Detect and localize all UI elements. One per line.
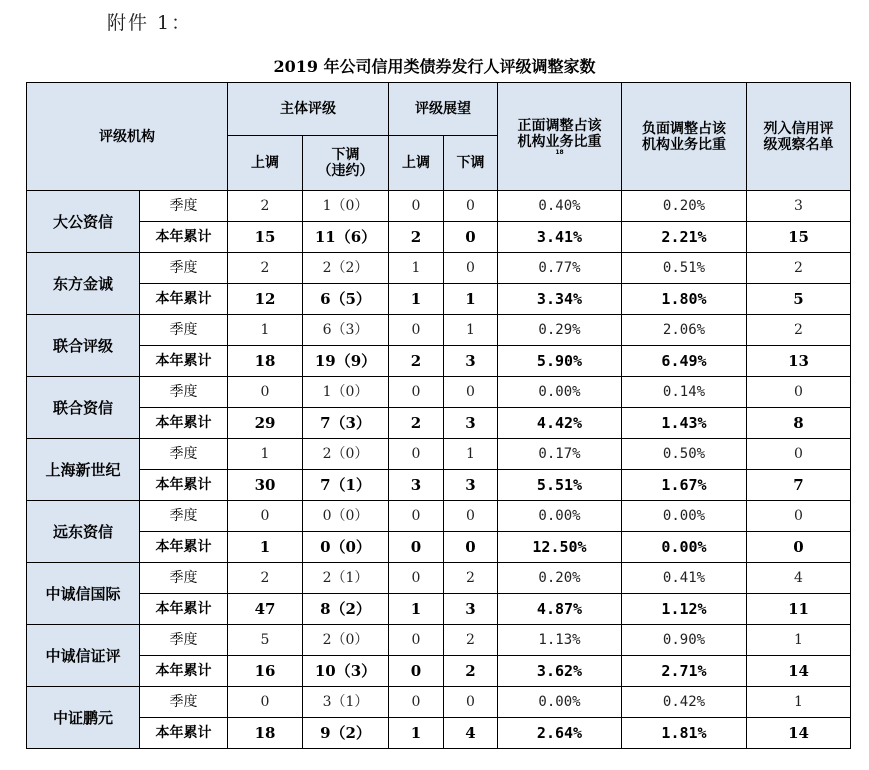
cell-negative-ratio: 1.81% <box>622 718 747 749</box>
cell-outlook-down: 3 <box>444 594 498 625</box>
row-label-cumulative: 本年累计 <box>140 222 228 253</box>
cell-subject-up: 30 <box>228 470 303 501</box>
cell-outlook-down: 0 <box>444 501 498 532</box>
attachment-label: 附件 1： <box>107 12 193 34</box>
cell-subject-down: 2（0） <box>303 439 389 470</box>
cell-negative-ratio: 2.21% <box>622 222 747 253</box>
agency-name: 联合评级 <box>27 315 140 377</box>
cell-subject-up: 15 <box>228 222 303 253</box>
cell-outlook-down: 0 <box>444 532 498 563</box>
cell-positive-ratio: 1.13% <box>498 625 622 656</box>
agency-name: 中诚信国际 <box>27 563 140 625</box>
table-row <box>27 408 851 439</box>
cell-watch-count: 2 <box>747 253 851 284</box>
cell-watch-count: 5 <box>747 284 851 315</box>
row-label-cumulative: 本年累计 <box>140 594 228 625</box>
cell-outlook-down: 1 <box>444 315 498 346</box>
cell-subject-down: 9（2） <box>303 718 389 749</box>
agency-name: 上海新世纪 <box>27 439 140 501</box>
cell-positive-ratio: 0.00% <box>498 687 622 718</box>
cell-subject-down: 8（2） <box>303 594 389 625</box>
cell-watch-count: 14 <box>747 656 851 687</box>
cell-negative-ratio: 1.43% <box>622 408 747 439</box>
cell-subject-down: 6（3） <box>303 315 389 346</box>
agency-name: 中诚信证评 <box>27 625 140 687</box>
cell-outlook-up: 1 <box>389 718 444 749</box>
cell-subject-down: 6（5） <box>303 284 389 315</box>
cell-subject-up: 0 <box>228 377 303 408</box>
table-row <box>27 191 851 222</box>
table-row <box>27 315 851 346</box>
cell-positive-ratio: 3.41% <box>498 222 622 253</box>
cell-outlook-up: 1 <box>389 253 444 284</box>
cell-watch-count: 1 <box>747 687 851 718</box>
header-negative-ratio <box>622 83 747 191</box>
cell-subject-up: 47 <box>228 594 303 625</box>
row-label-cumulative: 本年累计 <box>140 718 228 749</box>
cell-negative-ratio: 1.80% <box>622 284 747 315</box>
cell-negative-ratio: 6.49% <box>622 346 747 377</box>
cell-subject-down: 7（1） <box>303 470 389 501</box>
cell-subject-down: 10（3） <box>303 656 389 687</box>
cell-negative-ratio: 1.12% <box>622 594 747 625</box>
cell-subject-down: 2（0） <box>303 625 389 656</box>
table-row <box>27 718 851 749</box>
cell-positive-ratio: 2.64% <box>498 718 622 749</box>
cell-outlook-up: 0 <box>389 563 444 594</box>
cell-subject-down: 2（2） <box>303 253 389 284</box>
row-label-quarter: 季度 <box>140 377 228 408</box>
row-label-quarter: 季度 <box>140 191 228 222</box>
cell-negative-ratio: 0.00% <box>622 532 747 563</box>
footnote-marker: 18 <box>555 148 564 156</box>
cell-outlook-down: 2 <box>444 625 498 656</box>
table-title: 2019 年公司信用类债券发行人评级调整家数 <box>273 57 596 76</box>
cell-watch-count: 0 <box>747 501 851 532</box>
cell-outlook-up: 2 <box>389 408 444 439</box>
cell-outlook-down: 1 <box>444 284 498 315</box>
agency-name: 中证鹏元 <box>27 687 140 749</box>
cell-subject-up: 1 <box>228 315 303 346</box>
row-label-quarter: 季度 <box>140 563 228 594</box>
header-watch-list <box>747 83 851 191</box>
row-label-cumulative: 本年累计 <box>140 408 228 439</box>
cell-watch-count: 1 <box>747 625 851 656</box>
cell-negative-ratio: 0.90% <box>622 625 747 656</box>
cell-positive-ratio: 5.90% <box>498 346 622 377</box>
cell-outlook-up: 2 <box>389 346 444 377</box>
cell-positive-ratio: 3.62% <box>498 656 622 687</box>
header-positive-ratio <box>498 83 622 191</box>
cell-outlook-up: 0 <box>389 687 444 718</box>
header-row-1 <box>27 83 851 136</box>
cell-outlook-down: 1 <box>444 439 498 470</box>
header-outlook-down: 下调 <box>444 136 498 191</box>
cell-outlook-up: 3 <box>389 470 444 501</box>
cell-subject-up: 0 <box>228 687 303 718</box>
table-row <box>27 346 851 377</box>
cell-outlook-down: 0 <box>444 191 498 222</box>
row-label-cumulative: 本年累计 <box>140 284 228 315</box>
cell-outlook-down: 3 <box>444 470 498 501</box>
row-label-cumulative: 本年累计 <box>140 470 228 501</box>
cell-positive-ratio: 4.42% <box>498 408 622 439</box>
cell-watch-count: 3 <box>747 191 851 222</box>
cell-outlook-down: 0 <box>444 222 498 253</box>
row-label-quarter: 季度 <box>140 687 228 718</box>
cell-negative-ratio: 1.67% <box>622 470 747 501</box>
row-label-quarter: 季度 <box>140 625 228 656</box>
table-row <box>27 594 851 625</box>
cell-outlook-down: 0 <box>444 253 498 284</box>
header-subject-rating: 主体评级 <box>228 83 389 136</box>
table-row <box>27 222 851 253</box>
header-down-label: 下调 <box>331 147 360 163</box>
cell-subject-up: 1 <box>228 439 303 470</box>
cell-positive-ratio: 0.00% <box>498 501 622 532</box>
cell-watch-count: 11 <box>747 594 851 625</box>
cell-watch-count: 7 <box>747 470 851 501</box>
agency-name: 大公资信 <box>27 191 140 253</box>
row-label-quarter: 季度 <box>140 253 228 284</box>
cell-outlook-up: 1 <box>389 594 444 625</box>
cell-subject-down: 11（6） <box>303 222 389 253</box>
cell-outlook-down: 2 <box>444 563 498 594</box>
cell-subject-down: 0（0） <box>303 501 389 532</box>
cell-negative-ratio: 0.20% <box>622 191 747 222</box>
table-row <box>27 532 851 563</box>
cell-positive-ratio: 0.40% <box>498 191 622 222</box>
row-label-cumulative: 本年累计 <box>140 346 228 377</box>
table-row <box>27 470 851 501</box>
table-row <box>27 687 851 718</box>
agency-name: 东方金诚 <box>27 253 140 315</box>
cell-subject-up: 2 <box>228 191 303 222</box>
rating-adjustment-table <box>26 82 851 749</box>
table-row <box>27 625 851 656</box>
cell-watch-count: 0 <box>747 439 851 470</box>
cell-subject-up: 5 <box>228 625 303 656</box>
cell-subject-up: 18 <box>228 346 303 377</box>
cell-negative-ratio: 2.06% <box>622 315 747 346</box>
header-agency: 评级机构 <box>27 83 228 191</box>
cell-positive-ratio: 3.34% <box>498 284 622 315</box>
agency-name: 联合资信 <box>27 377 140 439</box>
cell-outlook-up: 0 <box>389 191 444 222</box>
cell-positive-ratio: 12.50% <box>498 532 622 563</box>
cell-subject-up: 12 <box>228 284 303 315</box>
cell-positive-ratio: 0.29% <box>498 315 622 346</box>
cell-positive-ratio: 4.87% <box>498 594 622 625</box>
row-label-quarter: 季度 <box>140 315 228 346</box>
table-row <box>27 377 851 408</box>
header-outlook-up: 上调 <box>389 136 444 191</box>
cell-subject-up: 2 <box>228 563 303 594</box>
cell-negative-ratio: 0.42% <box>622 687 747 718</box>
cell-positive-ratio: 5.51% <box>498 470 622 501</box>
header-watch-line2: 级观察名单 <box>763 136 834 153</box>
table-row <box>27 284 851 315</box>
header-outlook: 评级展望 <box>389 83 498 136</box>
cell-positive-ratio: 0.00% <box>498 377 622 408</box>
cell-outlook-down: 3 <box>444 346 498 377</box>
cell-subject-down: 7（3） <box>303 408 389 439</box>
cell-outlook-down: 0 <box>444 687 498 718</box>
cell-negative-ratio: 0.50% <box>622 439 747 470</box>
header-watch-line1: 列入信用评 <box>763 120 834 137</box>
table-row <box>27 439 851 470</box>
cell-positive-ratio: 0.20% <box>498 563 622 594</box>
cell-subject-up: 16 <box>228 656 303 687</box>
row-label-quarter: 季度 <box>140 501 228 532</box>
header-subject-down <box>303 136 389 191</box>
cell-outlook-down: 0 <box>444 377 498 408</box>
row-label-cumulative: 本年累计 <box>140 656 228 687</box>
cell-subject-up: 29 <box>228 408 303 439</box>
header-subject-up: 上调 <box>228 136 303 191</box>
cell-subject-up: 1 <box>228 532 303 563</box>
cell-outlook-up: 1 <box>389 284 444 315</box>
cell-negative-ratio: 2.71% <box>622 656 747 687</box>
cell-watch-count: 15 <box>747 222 851 253</box>
table-row <box>27 501 851 532</box>
cell-watch-count: 0 <box>747 532 851 563</box>
row-label-cumulative: 本年累计 <box>140 532 228 563</box>
cell-watch-count: 2 <box>747 315 851 346</box>
cell-subject-down: 19（9） <box>303 346 389 377</box>
cell-outlook-up: 2 <box>389 222 444 253</box>
table-row <box>27 563 851 594</box>
cell-subject-down: 0（0） <box>303 532 389 563</box>
cell-outlook-up: 0 <box>389 377 444 408</box>
cell-outlook-up: 0 <box>389 439 444 470</box>
header-negative-line1: 负面调整占该 <box>642 120 726 137</box>
agency-name: 远东资信 <box>27 501 140 563</box>
cell-watch-count: 4 <box>747 563 851 594</box>
header-negative-line2: 机构业务比重 <box>642 136 726 153</box>
cell-subject-down: 1（0） <box>303 377 389 408</box>
cell-negative-ratio: 0.51% <box>622 253 747 284</box>
cell-positive-ratio: 0.17% <box>498 439 622 470</box>
header-positive-line2: 机构业务比重 <box>517 133 602 150</box>
cell-subject-down: 3（1） <box>303 687 389 718</box>
cell-outlook-up: 0 <box>389 501 444 532</box>
cell-watch-count: 13 <box>747 346 851 377</box>
cell-watch-count: 8 <box>747 408 851 439</box>
cell-watch-count: 14 <box>747 718 851 749</box>
cell-watch-count: 0 <box>747 377 851 408</box>
cell-outlook-down: 4 <box>444 718 498 749</box>
cell-outlook-down: 2 <box>444 656 498 687</box>
cell-negative-ratio: 0.14% <box>622 377 747 408</box>
cell-outlook-up: 0 <box>389 656 444 687</box>
table-row <box>27 656 851 687</box>
cell-subject-up: 18 <box>228 718 303 749</box>
cell-outlook-down: 3 <box>444 408 498 439</box>
cell-outlook-up: 0 <box>389 625 444 656</box>
table-row <box>27 253 851 284</box>
header-down-default-label: （违约） <box>317 163 374 179</box>
cell-subject-up: 0 <box>228 501 303 532</box>
table-body <box>27 83 851 749</box>
cell-subject-down: 2（1） <box>303 563 389 594</box>
cell-outlook-up: 0 <box>389 532 444 563</box>
cell-outlook-up: 0 <box>389 315 444 346</box>
cell-subject-up: 2 <box>228 253 303 284</box>
row-label-quarter: 季度 <box>140 439 228 470</box>
cell-subject-down: 1（0） <box>303 191 389 222</box>
cell-negative-ratio: 0.00% <box>622 501 747 532</box>
header-positive-line1: 正面调整占该 <box>517 117 602 134</box>
cell-negative-ratio: 0.41% <box>622 563 747 594</box>
cell-positive-ratio: 0.77% <box>498 253 622 284</box>
